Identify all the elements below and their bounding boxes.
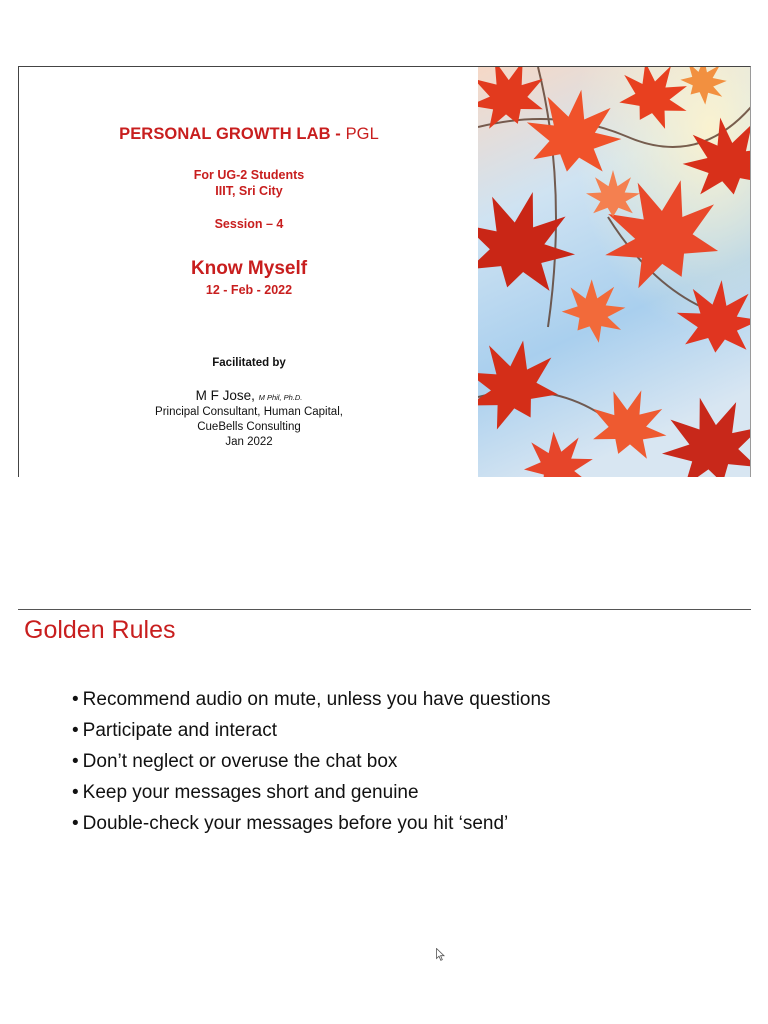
audience [19,167,479,199]
rule-item [72,687,551,718]
rule-text: Double-check your messages before you hit ‘send’ [82,813,509,834]
bullet-icon: • [72,720,79,741]
facilitated-by-label: Facilitated by [212,357,286,369]
autumn-leaves-photo [478,67,751,477]
mouse-pointer-icon [436,948,445,961]
session-number: Session – 4 [214,217,284,231]
session-date: 12 - Feb - 2022 [205,283,293,297]
audience-line-1: For UG-2 Students [193,168,305,182]
golden-rules-title: Golden Rules [24,616,176,644]
audience-line-2: IIIT, Sri City [215,184,283,198]
presenter-info [19,405,479,450]
rule-item [72,718,551,749]
title-slide-text [19,67,479,477]
presenter-date: Jan 2022 [225,436,273,448]
bullet-icon: • [72,782,79,803]
presenter-org: CueBells Consulting [197,421,301,433]
rule-text: Don’t neglect or overuse the chat box [82,751,398,772]
slide-divider [18,609,751,610]
golden-rules-list [72,687,551,842]
program-title-abbr: PGL [345,125,379,143]
rule-item [72,749,551,780]
presenter-role: Principal Consultant, Human Capital, [155,406,343,418]
rule-text: Recommend audio on mute, unless you have questions [82,689,551,710]
rule-text: Participate and interact [82,720,277,741]
program-title [19,125,479,144]
presenter-name [19,388,479,403]
title-slide [18,66,751,477]
session-title: Know Myself [190,258,308,279]
rule-item [72,780,551,811]
bullet-icon: • [72,689,79,710]
bullet-icon: • [72,751,79,772]
bullet-icon: • [72,813,79,834]
rule-text: Keep your messages short and genuine [82,782,419,803]
presenter-name-text: M F Jose, [195,388,259,403]
program-title-main: PERSONAL GROWTH LAB - [119,125,346,143]
presenter-qualifications: M Phil, Ph.D. [258,393,303,402]
rule-item [72,811,551,842]
